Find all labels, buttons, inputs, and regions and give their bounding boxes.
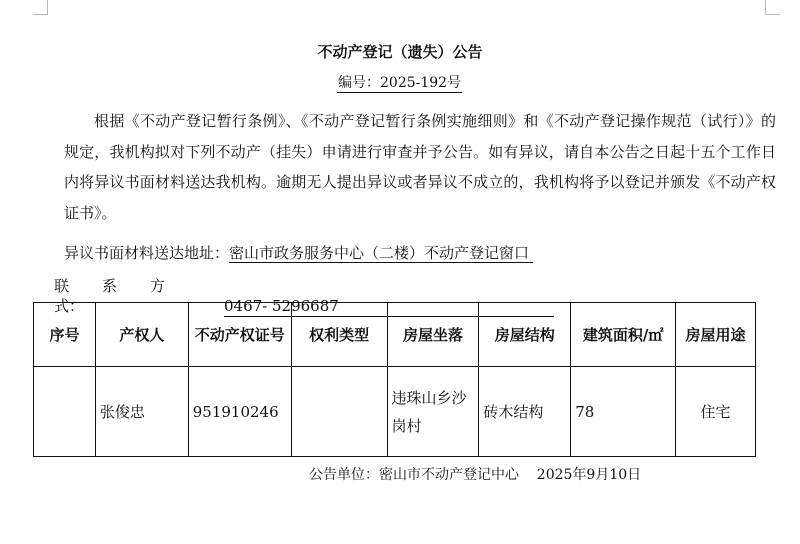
announcement-body bbox=[64, 106, 776, 228]
cell-serial-no bbox=[34, 367, 96, 457]
cell-certificate-no: 951910246 bbox=[188, 367, 291, 457]
page-corner-mark-left bbox=[33, 0, 48, 15]
table-header-row bbox=[34, 303, 756, 367]
cell-structure: 砖木结构 bbox=[479, 367, 571, 457]
issuer-and-date: 公告单位：密山市不动产登记中心 2025年9月10日 bbox=[309, 467, 642, 483]
address-value: 密山市政务服务中心（二楼）不动产登记窗口 bbox=[229, 244, 533, 263]
objection-address-line bbox=[64, 243, 533, 263]
page-corner-mark-right bbox=[765, 0, 780, 15]
header-usage: 房屋用途 bbox=[676, 303, 756, 367]
header-right-type: 权利类型 bbox=[291, 303, 387, 367]
header-structure: 房屋结构 bbox=[479, 303, 571, 367]
contact-label-char: 式： bbox=[54, 297, 85, 315]
header-location: 房屋坐落 bbox=[387, 303, 479, 367]
header-area: 建筑面积/㎡ bbox=[571, 303, 676, 367]
address-label: 异议书面材料送达地址： bbox=[64, 244, 230, 262]
contact-label-char: 系 bbox=[102, 277, 118, 295]
cell-area: 78 bbox=[571, 367, 676, 457]
cell-right-type bbox=[291, 367, 387, 457]
table-row bbox=[34, 367, 756, 457]
cell-location: 违珠山乡沙岗村 bbox=[387, 367, 479, 457]
contact-label-char: 方 bbox=[150, 277, 166, 295]
cell-usage: 住宅 bbox=[676, 367, 756, 457]
contact-phone-value: 0467- 5296687 bbox=[224, 296, 554, 317]
header-serial-no: 序号 bbox=[34, 303, 96, 367]
header-certificate-no: 不动产权证号 bbox=[188, 303, 291, 367]
cell-owner: 张俊忠 bbox=[95, 367, 188, 457]
header-owner: 产权人 bbox=[95, 303, 188, 367]
body-paragraph: 根据《不动产登记暂行条例》、《不动产登记暂行条例实施细则》和《不动产登记操作规范（试行）》的规定，我机构拟对下列不动产（挂失）申请进行审查并予公告。如有异议，请自本公告之日起十五个工作日内将异议书面材料送达我机构。逾期无人提出异议或者异议不成立的，我机构将予以登记并颁发《不动产权证书》。 bbox=[64, 112, 776, 222]
contact-label-char: 联 bbox=[54, 277, 70, 295]
document-number: 编号：2025-192号 bbox=[338, 75, 462, 91]
document-title: 不动产登记（遗失）公告 bbox=[317, 43, 483, 61]
property-table bbox=[33, 302, 756, 457]
